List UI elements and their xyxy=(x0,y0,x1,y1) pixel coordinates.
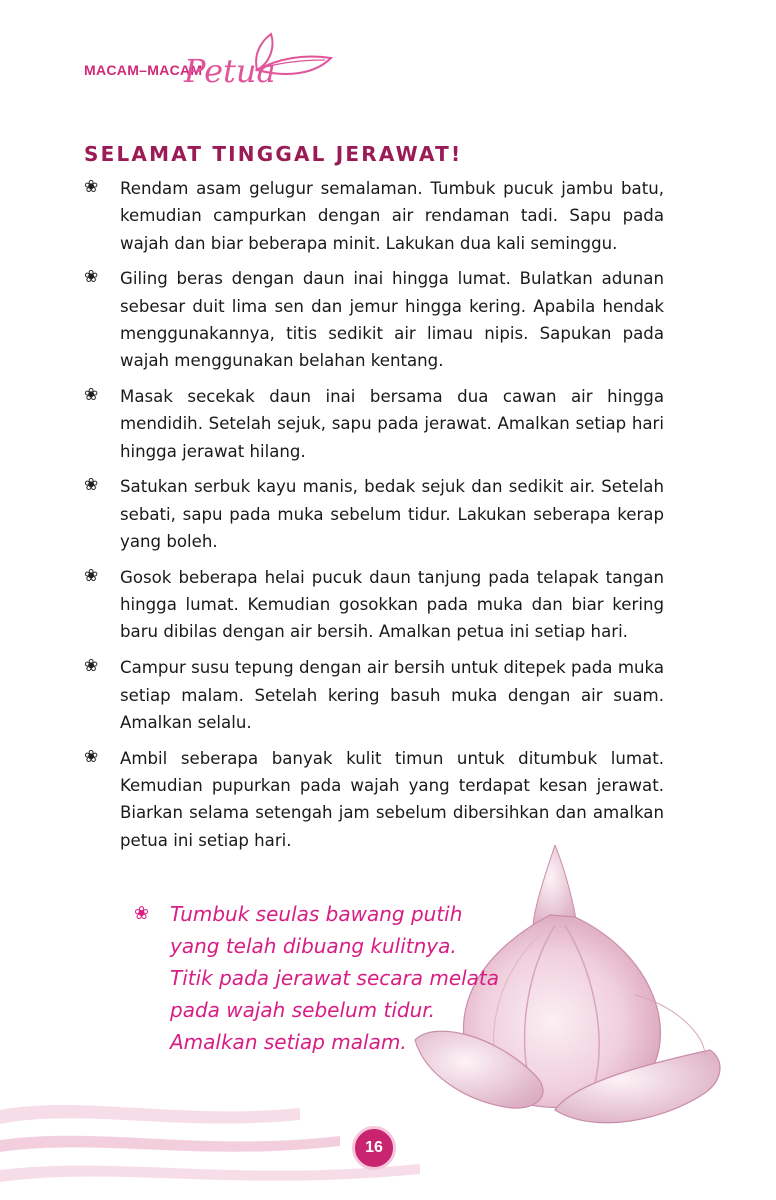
series-script-title: Petua xyxy=(184,52,276,90)
section-title: SELAMAT TINGGAL JERAWAT! xyxy=(84,142,463,166)
list-item: ❀ Satukan serbuk kayu manis, bedak sejuk dan sedikit air. Setelah sebati, sapu pada muka sebelum tidur. Lakukan seberapa kerap yang boleh. xyxy=(84,473,664,555)
flower-bullet-icon: ❀ xyxy=(134,903,150,924)
page-number-badge: 16 xyxy=(352,1126,396,1170)
flower-bullet-icon: ❀ xyxy=(84,475,99,496)
flower-bullet-icon: ❀ xyxy=(84,656,99,677)
list-item: ❀ Gosok beberapa helai pucuk daun tanjung pada telapak tangan hingga lumat. Kemudian gosokkan pada muka dan biar kering baru dibilas dengan air bersih. Amalkan petua ini setiap hari. xyxy=(84,564,664,646)
series-small-title: MACAM–MACAM xyxy=(84,62,203,78)
leaf-decoration-icon xyxy=(249,30,339,90)
flower-bullet-icon: ❀ xyxy=(84,385,99,406)
list-item: ❀ Masak secekak daun inai bersama dua cawan air hingga mendidih. Setelah sejuk, sapu pada jerawat. Amalkan setiap hari hingga jerawat hilang. xyxy=(84,383,664,465)
callout-tip xyxy=(134,898,524,1058)
flower-bullet-icon: ❀ xyxy=(84,177,99,197)
flower-bullet-icon: ❀ xyxy=(84,565,99,586)
list-item: ❀ Campur susu tepung dengan air bersih untuk ditepek pada muka setiap malam. Setelah kering basuh muka dengan air suam. Amalkan selalu. xyxy=(84,654,664,736)
list-item: ❀ Ambil seberapa banyak kulit timun untuk ditumbuk lumat. Kemudian pupurkan pada wajah yang terdapat kesan jerawat. Biarkan selama setengah jam sebelum dibersihkan dan amalkan petua ini setiap hari. xyxy=(84,745,664,854)
tips-list xyxy=(84,175,664,862)
flower-bullet-icon: ❀ xyxy=(84,267,99,288)
callout-text: Tumbuk seulas bawang putih yang telah dibuang kulitnya. Titik pada jerawat secara melata pada wajah sebelum tidur. Amalkan setiap malam. xyxy=(170,902,500,1054)
list-item: ❀ Giling beras dengan daun inai hingga lumat. Bulatkan adunan sebesar duit lima sen dan jemur hingga kering. Apabila hendak menggunakannya, titis sedikit air limau nipis. Sapukan pada wajah menggunakan belahan kentang. xyxy=(84,265,664,374)
list-item: ❀ Rendam asam gelugur semalaman. Tumbuk pucuk jambu batu, kemudian campurkan dengan air rendaman tadi. Sapu pada wajah dan biar beberapa minit. Lakukan dua kali seminggu. xyxy=(84,175,664,257)
flower-bullet-icon: ❀ xyxy=(84,746,99,767)
series-header xyxy=(84,30,344,100)
